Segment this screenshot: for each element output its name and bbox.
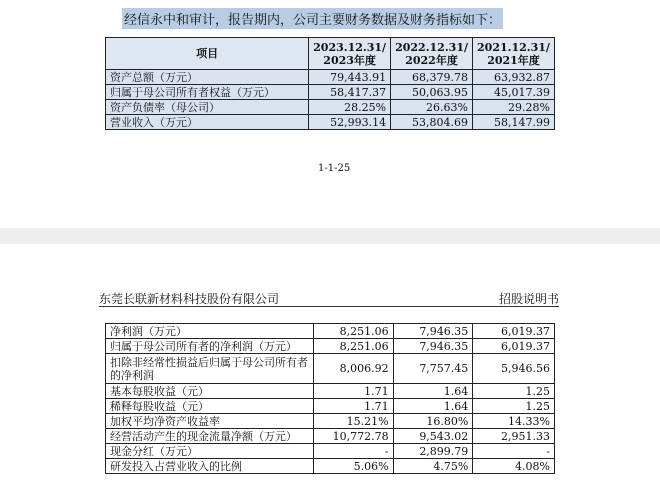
table-row bbox=[106, 399, 555, 414]
table-header-row bbox=[106, 38, 555, 70]
cell-2021: 29.28% bbox=[473, 100, 555, 115]
table-row bbox=[106, 115, 555, 130]
row-label: 扣除非经常性损益后归属于母公司所有者的净利润 bbox=[106, 354, 314, 384]
table-row bbox=[106, 70, 555, 85]
cell-2021: 2,951.33 bbox=[473, 429, 555, 444]
cell-2023: 8,251.06 bbox=[313, 339, 393, 354]
row-label: 基本每股收益（元） bbox=[106, 384, 314, 399]
cell-2023: 10,772.78 bbox=[313, 429, 393, 444]
cell-2023: 58,417.37 bbox=[309, 85, 391, 100]
cell-2022: 16.80% bbox=[393, 414, 473, 429]
cell-2021: 14.33% bbox=[473, 414, 555, 429]
table-row bbox=[106, 414, 555, 429]
financial-table-2 bbox=[105, 323, 555, 474]
cell-2023: 8,006.92 bbox=[313, 354, 393, 384]
header-2023: 2023.12.31/ 2023年度 bbox=[309, 38, 391, 70]
table-row bbox=[106, 459, 555, 474]
company-name: 东莞长联新材料科技股份有限公司 bbox=[99, 292, 280, 306]
cell-2023: - bbox=[313, 444, 393, 459]
header-rule bbox=[99, 306, 559, 307]
table-row bbox=[106, 354, 555, 384]
cell-2022: 1.64 bbox=[393, 384, 473, 399]
financial-table-1 bbox=[105, 37, 555, 130]
header-2022: 2022.12.31/ 2022年度 bbox=[391, 38, 473, 70]
cell-2021: 1.25 bbox=[473, 384, 555, 399]
header-2021: 2021.12.31/ 2021年度 bbox=[473, 38, 555, 70]
cell-2023: 28.25% bbox=[309, 100, 391, 115]
row-label: 归属于母公司所有者的净利润（万元） bbox=[106, 339, 314, 354]
cell-2023: 15.21% bbox=[313, 414, 393, 429]
table-row bbox=[106, 339, 555, 354]
cell-2022: 2,899.79 bbox=[393, 444, 473, 459]
cell-2022: 1.64 bbox=[393, 399, 473, 414]
cell-2023: 79,443.91 bbox=[309, 70, 391, 85]
row-label: 归属于母公司所有者权益（万元） bbox=[106, 85, 309, 100]
table-row bbox=[106, 324, 555, 339]
cell-2022: 7,946.35 bbox=[393, 339, 473, 354]
table-row bbox=[106, 100, 555, 115]
cell-2021: 58,147.99 bbox=[473, 115, 555, 130]
table-row bbox=[106, 85, 555, 100]
intro-text: 经信永中和审计，报告期内，公司主要财务数据及财务指标如下： bbox=[122, 8, 503, 29]
cell-2021: 63,932.87 bbox=[473, 70, 555, 85]
cell-2021: 1.25 bbox=[473, 399, 555, 414]
cell-2022: 9,543.02 bbox=[393, 429, 473, 444]
cell-2023: 1.71 bbox=[313, 399, 393, 414]
cell-2023: 8,251.06 bbox=[313, 324, 393, 339]
page-gap bbox=[0, 228, 660, 244]
cell-2023: 1.71 bbox=[313, 384, 393, 399]
cell-2022: 53,804.69 bbox=[391, 115, 473, 130]
cell-2022: 7,946.35 bbox=[393, 324, 473, 339]
row-label: 资产负债率（母公司） bbox=[106, 100, 309, 115]
row-label: 现金分红（万元） bbox=[106, 444, 314, 459]
cell-2022: 4.75% bbox=[393, 459, 473, 474]
cell-2022: 68,379.78 bbox=[391, 70, 473, 85]
cell-2023: 52,993.14 bbox=[309, 115, 391, 130]
page-number: 1-1-25 bbox=[318, 163, 351, 174]
cell-2022: 26.63% bbox=[391, 100, 473, 115]
row-label: 净利润（万元） bbox=[106, 324, 314, 339]
cell-2021: 5,946.56 bbox=[473, 354, 555, 384]
row-label: 加权平均净资产收益率 bbox=[106, 414, 314, 429]
cell-2021: 4.08% bbox=[473, 459, 555, 474]
table-row bbox=[106, 444, 555, 459]
row-label: 经营活动产生的现金流量净额（万元） bbox=[106, 429, 314, 444]
table-row bbox=[106, 429, 555, 444]
cell-2021: 45,017.39 bbox=[473, 85, 555, 100]
header-item: 项目 bbox=[106, 38, 309, 70]
table-row bbox=[106, 384, 555, 399]
row-label: 资产总额（万元） bbox=[106, 70, 309, 85]
document-type: 招股说明书 bbox=[499, 292, 560, 306]
cell-2022: 50,063.95 bbox=[391, 85, 473, 100]
cell-2021: 6,019.37 bbox=[473, 339, 555, 354]
row-label: 稀释每股收益（元） bbox=[106, 399, 314, 414]
cell-2022: 7,757.45 bbox=[393, 354, 473, 384]
row-label: 营业收入（万元） bbox=[106, 115, 309, 130]
cell-2021: 6,019.37 bbox=[473, 324, 555, 339]
cell-2023: 5.06% bbox=[313, 459, 393, 474]
cell-2021: - bbox=[473, 444, 555, 459]
row-label: 研发投入占营业收入的比例 bbox=[106, 459, 314, 474]
